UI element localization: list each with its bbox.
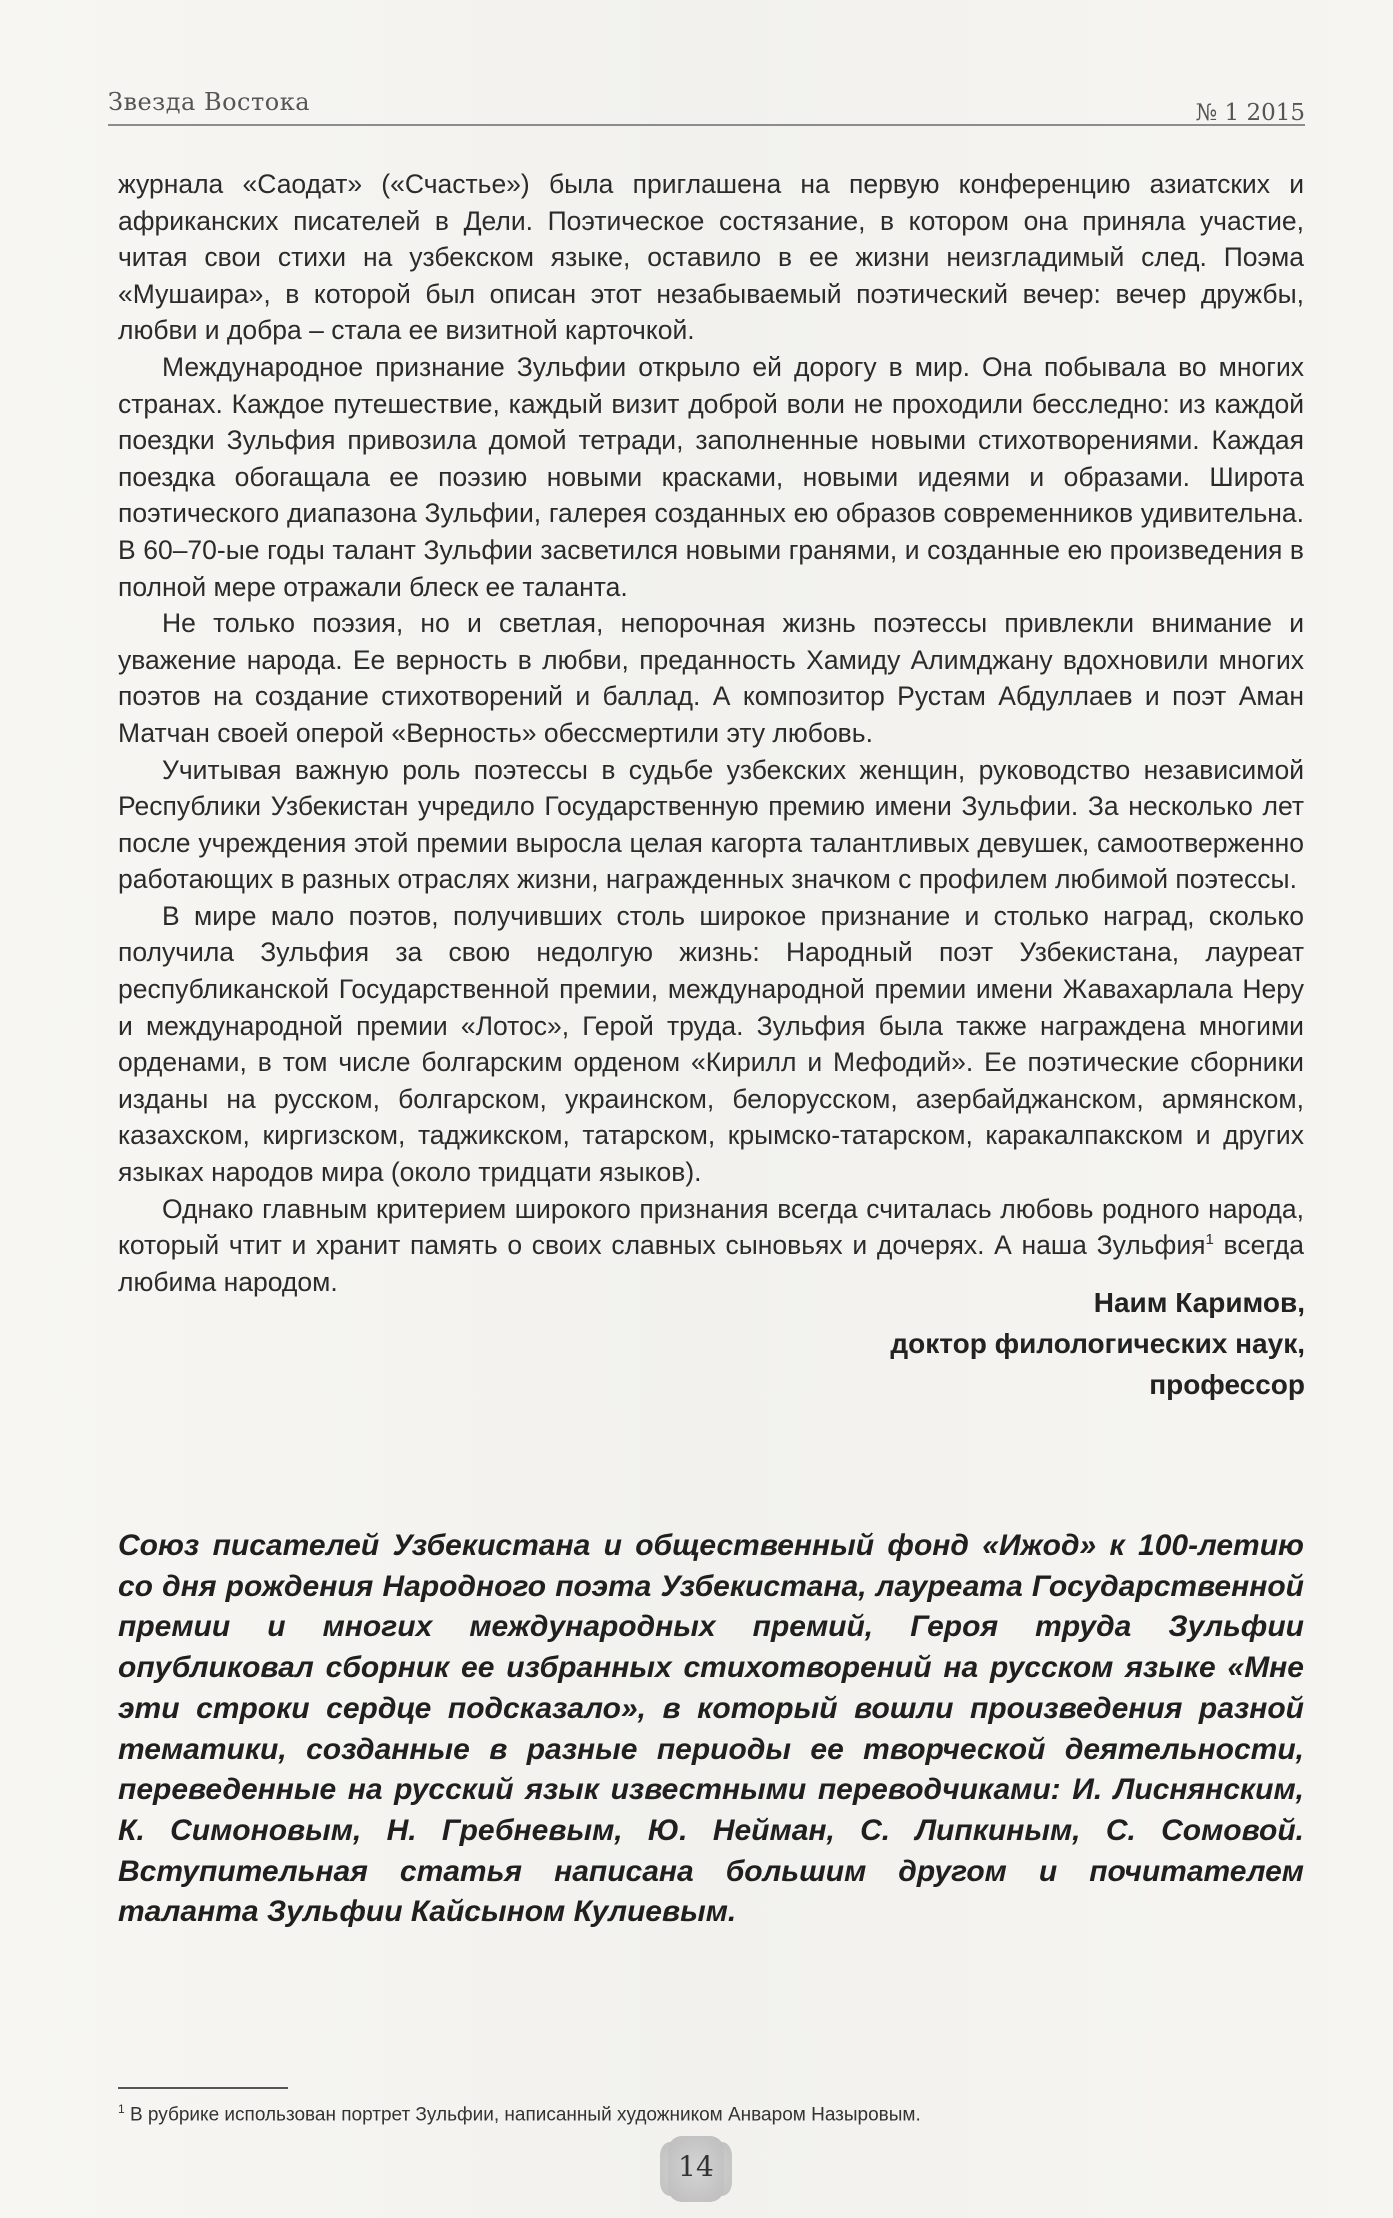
- author-title: профессор: [1149, 1369, 1305, 1400]
- issue-number: № 1 2015: [1195, 100, 1305, 126]
- paragraph: журнала «Саодат» («Счастье») была приглашена на первую конференцию азиатских и африканских писателей в Дели. Поэтическое состязание, в котором она приняла участие, читая свои стихи на узбекском языке, оставило в ее жизни неизгладимый след. Поэма «Мушаира», в которой был описан этот незабываемый поэтический вечер: вечер дружбы, любви и добра – стала ее визитной карточкой.: [118, 169, 1304, 346]
- book-announcement: Союз писателей Узбекистана и общественный фонд «Ижод» к 100-летию со дня рождения Народного поэта Узбекистана, лауреата Государственной премии и многих международных премий, Героя труда Зульфии опубликовал сборник ее избранных стихотворений на русском языке «Мне эти строки сердце подсказало», в который вошли произведения разной тематики, созданные в разные периоды ее творческой деятельности, переведенные на русский язык известными переводчиками: И. Лиснянским, К. Симоновым, Н. Гребневым, Ю. Нейман, С. Липкиным, С. Сомовой. Вступительная статья написана большим другом и почитателем таланта Зульфии Кайсыном Кулиевым.: [118, 1529, 1304, 1929]
- paragraph-tail: всегда любима народом.: [118, 1230, 1304, 1297]
- author-degree: доктор филологических наук,: [890, 1328, 1305, 1359]
- page-number: 14: [678, 2150, 714, 2183]
- footnote-rule: [118, 2087, 288, 2089]
- paragraph-text: Однако главным критерием широкого признания всегда считалась любовь родного народа, который чтит и хранит память о своих славных сыновьях и дочерях. А наша Зульфия: [118, 1193, 1304, 1261]
- article-body: [118, 166, 1304, 1300]
- paragraph: Учитывая важную роль поэтессы в судьбе узбекских женщин, руководство независимой Республики Узбекистан учредило Государственную премию имени Зульфии. За несколько лет после учреждения этой премии выросла целая кагорта талантливых девушек, самоотверженно работающих в разных отраслях жизни, награжденных значком с профилем любимой поэтессы.: [118, 754, 1304, 895]
- footnote: [118, 2096, 921, 2128]
- author-signature: [890, 1282, 1305, 1405]
- paragraph: В мире мало поэтов, получивших столь широкое признание и столько наград, сколько получила Зульфия за свою недолгую жизнь: Народный поэт Узбекистана, лауреат республиканской Государственной премии, международной премии имени Жавахарлала Неру и международной премии «Лотос», Герой труда. Зульфия была также награждена многими орденами, в том числе болгарским орденом «Кирилл и Мефодий». Ее поэтические сборники изданы на русском, болгарском, украинском, белорусском, азербайджанском, армянском, казахском, киргизском, таджикском, татарском, крымско-татарском, каракалпакском и других языках народов мира (около тридцати языков).: [118, 900, 1304, 1188]
- running-header: [108, 82, 1305, 130]
- magazine-title: Звезда Востока: [108, 88, 311, 116]
- header-rule: [108, 124, 1305, 126]
- footnote-number: 1: [118, 2102, 125, 2116]
- footnote-marker: 1: [1205, 1231, 1214, 1249]
- paragraph: Не только поэзия, но и светлая, непорочная жизнь поэтессы привлекли внимание и уважение народа. Ее верность в любви, преданность Хамиду Алимджану вдохновили многих поэтов на создание стихотворений и баллад. А композитор Рустам Абдуллаев и поэт Аман Матчан своей оперой «Верность» обессмертили эту любовь.: [118, 608, 1304, 748]
- page-number-badge: [646, 2138, 746, 2200]
- footnote-text: В рубрике использован портрет Зульфии, написанный художником Анваром Назыровым.: [129, 2104, 921, 2126]
- author-name: Наим Каримов,: [1093, 1287, 1305, 1318]
- paragraph: Международное признание Зульфии открыло ей дорогу в мир. Она побывала во многих странах. Каждое путешествие, каждый визит доброй воли не проходили бесследно: из каждой поездки Зульфия привозила домой тетради, заполненные новыми стихотворениями. Каждая поездка обогащала ее поэзию новыми красками, новыми идеями и образами. Широта поэтического диапазона Зульфии, галерея созданных ею образов современников удивительна. В 60–70-ые годы талант Зульфии засветился новыми гранями, и созданные ею произведения в полной мере отражали блеск ее таланта.: [118, 351, 1304, 602]
